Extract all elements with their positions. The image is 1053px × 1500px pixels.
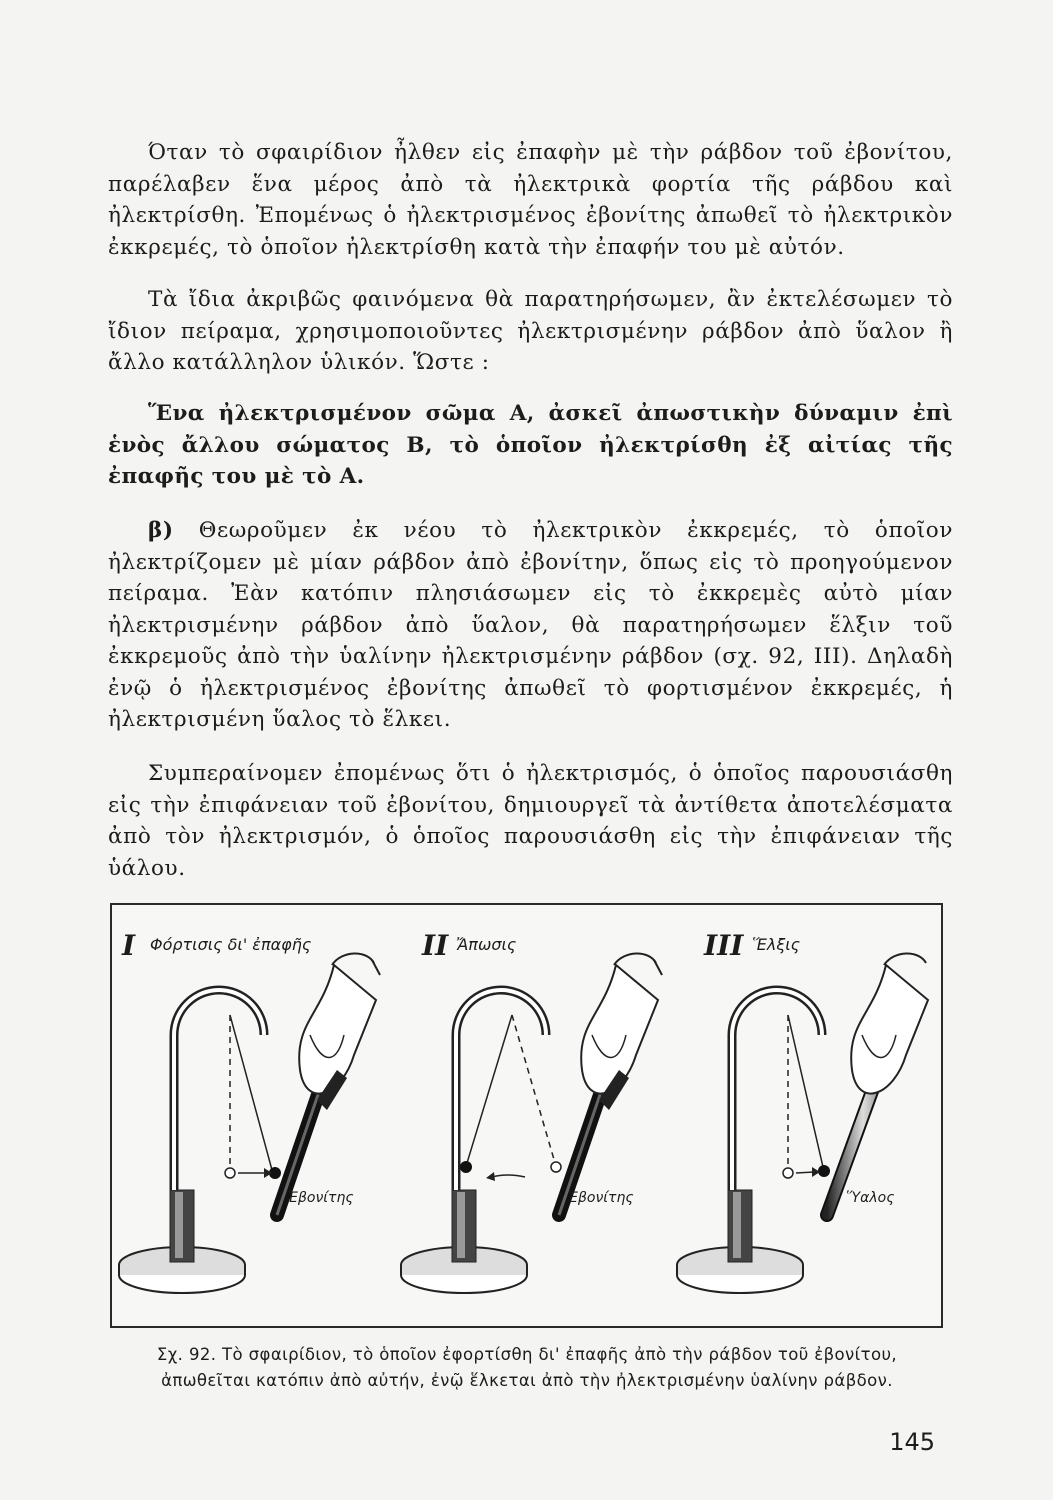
panel-3-title: Ἕλξις [752, 935, 801, 954]
paragraph-beta-text: Θεωροῦμεν ἐκ νέου τὸ ἠλεκτρικὸν ἐκκρεμές, τὸ ὁποῖον ἠλεκτρίζομεν μὲ μίαν ράβδον ἀπὸ ἐβονίτην, ὅπως εἰς τὸ προηγούμενον πείραμα. Ἐὰν κατόπιν πλησιάσωμεν εἰς τὸ ἐκκρεμὲς αὐτὸ μίαν ἠλεκτρισμένην ράβδον ἀπὸ ὕαλον, θὰ παρατηρήσωμεν ἕλξιν τοῦ ἐκκρεμοῦς ἀπὸ τὴν ὑαλίνην ἠλεκτρισμένην ράβδον (σχ. 92, ΙΙΙ). Δηλαδὴ ἐνῷ ὁ ἠλεκτρισμένος ἐβονίτης ἀπωθεῖ τὸ φορτισμένον ἐκκρεμές, ἡ ἠλεκτρισμένη ὕαλος τὸ ἕλκει. [108, 518, 953, 732]
beta-label: β) [148, 518, 174, 543]
figure-caption: Σχ. 92. Τὸ σφαιρίδιον, τὸ ὁποῖον ἐφορτίσθη δι' ἐπαφῆς ἀπὸ τὴν ράβδον τοῦ ἐβονίτου, ἀπωθεῖται κατόπιν ἀπὸ αὐτήν, ἐνῷ ἕλκεται ἀπὸ τὴν ἠλεκτρισμένην ὑαλίνην ράβδον. [156, 1345, 898, 1390]
panel-1-pendulum [225, 1015, 281, 1179]
figure-92 [110, 903, 943, 1328]
panel-3-stand [677, 990, 822, 1293]
panel-3-pendulum [783, 1015, 830, 1178]
panel-2-rod-label: Ἐβονίτης [568, 1190, 634, 1206]
panel-2-pendulum [460, 1015, 561, 1181]
paragraph-2: Τὰ ἴδια ἀκριβῶς φαινόμενα θὰ παρατηρήσωμεν, ἂν ἐκτελέσωμεν τὸ ἴδιον πείραμα, χρησιμοποιοῦντες ἠλεκτρισμένην ράβδον ἀπὸ ὕαλον ἢ ἄλλο κατάλληλον ὑλικόν. Ὥστε : [108, 287, 953, 375]
panel-3-rod-hand [827, 953, 928, 1215]
panel-3-numeral: III [704, 929, 744, 962]
panel-1-title: Φόρτισις δι' ἐπαφῆς [150, 935, 312, 954]
definition-paragraph: Ἕνα ἠλεκτρισμένον σῶμα Α, ἀσκεῖ ἀπωστικὴν δύναμιν ἐπὶ ἑνὸς ἄλλου σώματος Β, τὸ ὁποῖον ἠλεκτρίσθη ἐξ αἰτίας τῆς ἐπαφῆς του μὲ τὸ Α. [108, 401, 953, 489]
panel-1-rod-label: Ἐβονίτης [288, 1190, 354, 1206]
page-number: 145 [889, 1428, 935, 1456]
panel-3-rod-label: Ὕαλος [846, 1190, 895, 1206]
conclusion-paragraph: Συμπεραίνομεν ἐπομένως ὅτι ὁ ἠλεκτρισμός, ὁ ὁποῖος παρουσιάσθη εἰς τὴν ἐπιφάνειαν τοῦ ἐβονίτου, δημιουργεῖ τὰ ἀντίθετα ἀποτελέσματα ἀπὸ τὸν ἠλεκτρισμόν, ὁ ὁποῖος παρουσιάσθη εἰς τὴν ἐπιφάνειαν τῆς ὑάλου. [108, 761, 953, 881]
pendulum-illustration [112, 905, 945, 1330]
paragraph-beta [108, 515, 953, 736]
panel-2-numeral: II [422, 929, 449, 962]
panel-1-stand [119, 990, 264, 1293]
panel-1-numeral: I [122, 929, 136, 962]
paragraph-1: Όταν τὸ σφαιρίδιον ἦλθεν εἰς ἐπαφὴν μὲ τὴν ράβδον τοῦ ἐβονίτου, παρέλαβεν ἕνα μέρος ἀπὸ τὰ ἠλεκτρικὰ φορτία τῆς ράβδου καὶ ἠλεκτρίσθη. Ἐπομένως ὁ ἠλεκτρισμένος ἐβονίτης ἀπωθεῖ τὸ ἠλεκτρικὸν ἐκκρεμές, τὸ ὁποῖον ἠλεκτρίσθη κατὰ τὴν ἐπαφήν του μὲ αὐτόν. [108, 140, 953, 260]
panel-2-rod-hand [559, 953, 662, 1215]
panel-1-rod-hand [277, 953, 380, 1215]
panel-2-title: Ἄπωσις [456, 935, 517, 954]
